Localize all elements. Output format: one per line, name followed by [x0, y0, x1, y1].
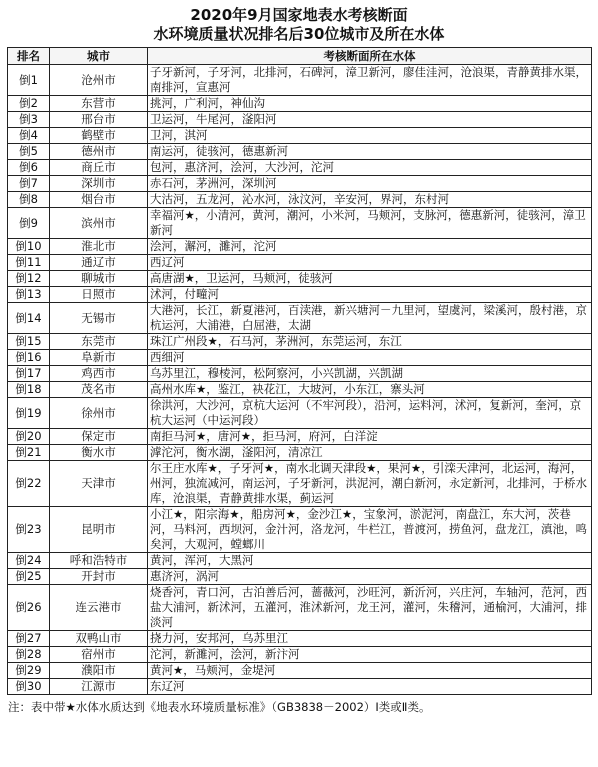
table-row	[8, 461, 592, 507]
city-cell: 滨州市	[50, 208, 148, 239]
footnote: 注：表中带★水体水质达到《地表水环境质量标准》（GB3838－2002）Ⅰ类或Ⅱ类。	[8, 700, 431, 714]
rank-cell: 倒4	[8, 128, 50, 144]
ranking-table	[7, 47, 592, 695]
water-cell: 珠江广州段★，石马河，茅洲河，东莞运河，东江	[148, 334, 592, 350]
city-cell: 东营市	[50, 96, 148, 112]
water-cell: 东辽河	[148, 679, 592, 695]
table-row	[8, 663, 592, 679]
rank-cell: 倒29	[8, 663, 50, 679]
table-row	[8, 334, 592, 350]
city-cell: 邢台市	[50, 112, 148, 128]
rank-cell: 倒1	[8, 65, 50, 96]
city-cell: 阜新市	[50, 350, 148, 366]
water-cell: 挑河，广利河，神仙沟	[148, 96, 592, 112]
water-cell: 西辽河	[148, 255, 592, 271]
table-row	[8, 160, 592, 176]
rank-cell: 倒19	[8, 398, 50, 429]
rank-cell: 倒10	[8, 239, 50, 255]
water-cell: 滹沱河，衡水湖，滏阳河，清凉江	[148, 445, 592, 461]
water-cell: 尔王庄水库★，子牙河★，南水北调天津段★，果河★，引滦天津河，北运河，海河，州河，独流减河，南运河，子牙新河，洪泥河，潮白新河，永定新河，北排河，于桥水库，沧浪渠，青静黄排水渠，蓟运河	[148, 461, 592, 507]
rank-cell: 倒21	[8, 445, 50, 461]
city-cell: 淮北市	[50, 239, 148, 255]
rank-cell: 倒9	[8, 208, 50, 239]
rank-cell: 倒14	[8, 303, 50, 334]
city-cell: 连云港市	[50, 585, 148, 631]
water-cell: 乌苏里江，穆棱河，松阿察河，小兴凯湖，兴凯湖	[148, 366, 592, 382]
table-row	[8, 192, 592, 208]
table-header-row	[8, 48, 592, 65]
rank-cell: 倒6	[8, 160, 50, 176]
rank-cell: 倒12	[8, 271, 50, 287]
water-cell: 南拒马河★，唐河★，拒马河，府河，白洋淀	[148, 429, 592, 445]
water-cell: 沭河，付疃河	[148, 287, 592, 303]
water-cell: 卫运河，牛尾河，滏阳河	[148, 112, 592, 128]
rank-cell: 倒22	[8, 461, 50, 507]
city-cell: 茂名市	[50, 382, 148, 398]
city-cell: 宿州市	[50, 647, 148, 663]
table-row	[8, 569, 592, 585]
water-cell: 南运河，徒骇河，德惠新河	[148, 144, 592, 160]
rank-cell: 倒7	[8, 176, 50, 192]
table-row	[8, 445, 592, 461]
water-cell: 幸福河★，小清河，黄河，潮河，小米河，马颊河，支脉河，德惠新河，徒骇河，漳卫新河	[148, 208, 592, 239]
city-cell: 德州市	[50, 144, 148, 160]
rank-cell: 倒15	[8, 334, 50, 350]
rank-cell: 倒16	[8, 350, 50, 366]
city-cell: 呼和浩特市	[50, 553, 148, 569]
city-cell: 昆明市	[50, 507, 148, 553]
city-cell: 开封市	[50, 569, 148, 585]
city-cell: 沧州市	[50, 65, 148, 96]
city-cell: 聊城市	[50, 271, 148, 287]
city-cell: 深圳市	[50, 176, 148, 192]
water-cell: 挠力河，安邦河，乌苏里江	[148, 631, 592, 647]
rank-cell: 倒26	[8, 585, 50, 631]
city-cell: 通辽市	[50, 255, 148, 271]
rank-cell: 倒17	[8, 366, 50, 382]
city-cell: 双鸭山市	[50, 631, 148, 647]
table-row	[8, 255, 592, 271]
water-cell: 徐洪河，大沙河，京杭大运河（不牢河段），沿河，运料河，沭河，复新河，奎河，京杭大运河（中运河段）	[148, 398, 592, 429]
table-row	[8, 208, 592, 239]
title-line-2: 水环境质量状况排名后30位城市及所在水体	[153, 25, 445, 43]
water-cell: 高唐湖★，卫运河，马颊河，徒骇河	[148, 271, 592, 287]
water-cell: 浍河，澥河，濉河，沱河	[148, 239, 592, 255]
table-row	[8, 382, 592, 398]
table-row	[8, 303, 592, 334]
water-cell: 卫河，淇河	[148, 128, 592, 144]
city-cell: 无锡市	[50, 303, 148, 334]
table-row	[8, 647, 592, 663]
water-cell: 西细河	[148, 350, 592, 366]
rank-cell: 倒25	[8, 569, 50, 585]
table-row	[8, 128, 592, 144]
water-cell: 黄河★，马颊河，金堤河	[148, 663, 592, 679]
header-water: 考核断面所在水体	[148, 48, 592, 65]
table-row	[8, 429, 592, 445]
table-row	[8, 631, 592, 647]
title-line-1: 2020年9月国家地表水考核断面	[190, 6, 408, 24]
rank-cell: 倒8	[8, 192, 50, 208]
table-body	[8, 65, 592, 695]
header-city: 城市	[50, 48, 148, 65]
city-cell: 东莞市	[50, 334, 148, 350]
table-row	[8, 366, 592, 382]
table-row	[8, 96, 592, 112]
city-cell: 濮阳市	[50, 663, 148, 679]
water-cell: 惠济河，涡河	[148, 569, 592, 585]
table-row	[8, 65, 592, 96]
table-row	[8, 679, 592, 695]
rank-cell: 倒2	[8, 96, 50, 112]
table-row	[8, 398, 592, 429]
table-row	[8, 239, 592, 255]
table-row	[8, 144, 592, 160]
water-cell: 包河，惠济河，浍河，大沙河，沱河	[148, 160, 592, 176]
rank-cell: 倒18	[8, 382, 50, 398]
header-rank: 排名	[8, 48, 50, 65]
city-cell: 烟台市	[50, 192, 148, 208]
rank-cell: 倒28	[8, 647, 50, 663]
rank-cell: 倒11	[8, 255, 50, 271]
rank-cell: 倒20	[8, 429, 50, 445]
rank-cell: 倒3	[8, 112, 50, 128]
water-cell: 赤石河，茅洲河，深圳河	[148, 176, 592, 192]
table-row	[8, 507, 592, 553]
water-cell: 子牙新河，子牙河，北排河，石碑河，漳卫新河，廖佳洼河，沧浪渠，青静黄排水渠，南排河，宣惠河	[148, 65, 592, 96]
rank-cell: 倒27	[8, 631, 50, 647]
water-cell: 大沽河，五龙河，沁水河，泳汶河，辛安河，界河，东村河	[148, 192, 592, 208]
city-cell: 衡水市	[50, 445, 148, 461]
city-cell: 鸡西市	[50, 366, 148, 382]
water-cell: 黄河，浑河，大黑河	[148, 553, 592, 569]
city-cell: 日照市	[50, 287, 148, 303]
table-row	[8, 350, 592, 366]
water-cell: 小江★，阳宗海★，船房河★，金沙江★，宝象河，淤泥河，南盘江，东大河，茨巷河，马料河，西坝河，金汁河，洛龙河，牛栏江，普渡河，捞鱼河，盘龙江，滇池，鸣矣河，大观河，螳螂川	[148, 507, 592, 553]
water-cell: 烧香河，青口河，古泊善后河，蔷薇河，沙旺河，新沂河，兴庄河，车轴河，范河，西盐大浦河，新沭河，五灌河，淮沭新河，龙王河，灌河，朱稽河，通榆河，大浦河，排淡河	[148, 585, 592, 631]
table-row	[8, 271, 592, 287]
water-cell: 高州水库★，鉴江，袂花江，大坡河，小东江，寨头河	[148, 382, 592, 398]
city-cell: 江源市	[50, 679, 148, 695]
city-cell: 商丘市	[50, 160, 148, 176]
water-cell: 大港河，长江，新夏港河，百渎港，新兴塘河－九里河，望虞河，梁溪河，殷村港，京杭运河，大浦港，白屈港，太湖	[148, 303, 592, 334]
table-row	[8, 287, 592, 303]
table-row	[8, 585, 592, 631]
rank-cell: 倒23	[8, 507, 50, 553]
rank-cell: 倒30	[8, 679, 50, 695]
city-cell: 鹤壁市	[50, 128, 148, 144]
city-cell: 徐州市	[50, 398, 148, 429]
table-row	[8, 176, 592, 192]
rank-cell: 倒24	[8, 553, 50, 569]
rank-cell: 倒5	[8, 144, 50, 160]
city-cell: 天津市	[50, 461, 148, 507]
table-row	[8, 553, 592, 569]
table-row	[8, 112, 592, 128]
rank-cell: 倒13	[8, 287, 50, 303]
water-cell: 沱河，新濉河，浍河，新汴河	[148, 647, 592, 663]
city-cell: 保定市	[50, 429, 148, 445]
